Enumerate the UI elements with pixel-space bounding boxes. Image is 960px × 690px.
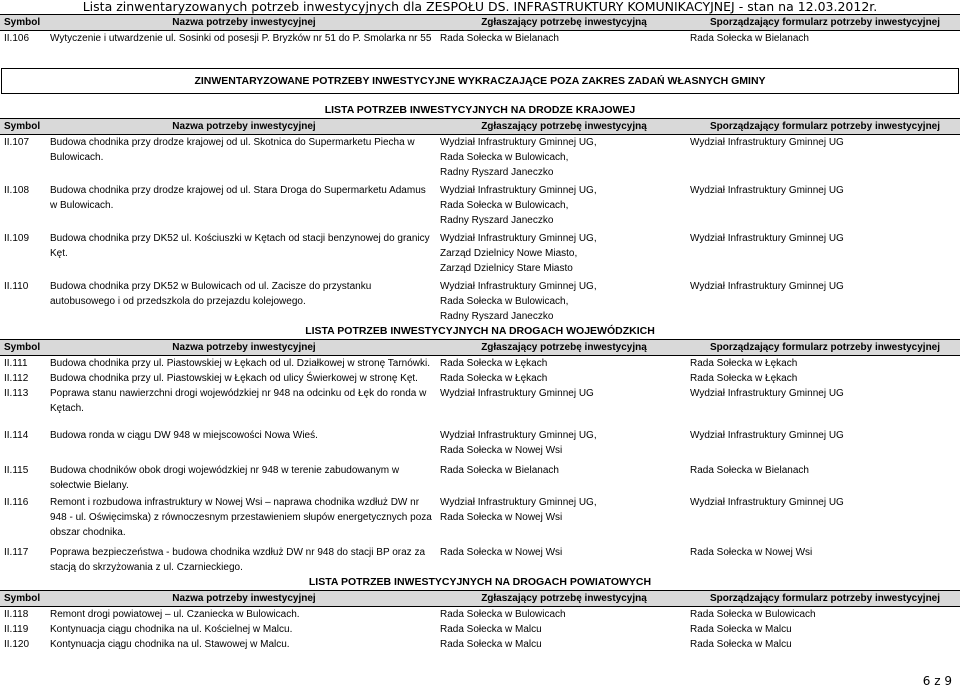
cell-reporter: Wydział Infrastruktury Gminnej UG, Rada Sołecka w Bulowicach, Radny Ryszard Janeczko	[440, 137, 597, 178]
voivodeship-road-heading: LISTA POTRZEB INWESTYCYJNYCH NA DROGACH WOJEWÓDZKICH	[305, 325, 655, 337]
cell-reporter: Wydział Infrastruktury Gminnej UG, Rada Sołecka w Nowej Wsi	[440, 430, 597, 456]
top-rows	[0, 31, 960, 46]
cell-reporter: Rada Sołecka w Bielanach	[440, 33, 559, 44]
cell-symbol: II.108	[4, 185, 30, 196]
district-rows	[0, 607, 960, 652]
national-rows	[0, 135, 960, 324]
cell-name: Poprawa stanu nawierzchni drogi wojewódzkiej nr 948 na odcinku od Łęk do ronda w Kętach.	[50, 388, 427, 414]
cell-name: Budowa chodnika przy ul. Piastowskiej w Łękach od ul. Działkowej w stronę Tarnówki.	[50, 358, 430, 369]
col-name: Nazwa potrzeby inwestycyjnej	[172, 121, 316, 132]
table-header	[0, 590, 960, 607]
table-row	[0, 637, 960, 652]
col-form-author: Sporządzający formularz potrzeby inwestycyjnej	[709, 121, 941, 132]
table-row	[0, 545, 960, 575]
page-number: 6 z 9	[922, 674, 952, 688]
cell-form-author: Wydział Infrastruktury Gminnej UG	[690, 430, 844, 441]
cell-form-author: Rada Sołecka w Malcu	[690, 639, 792, 650]
cell-reporter: Rada Sołecka w Bielanach	[440, 465, 559, 476]
col-form-author: Sporządzający formularz potrzeby inwestycyjnej	[709, 342, 941, 353]
cell-name: Budowa chodnika przy drodze krajowej od ul. Skotnica do Supermarketu Piecha w Bulowicach.	[50, 137, 415, 163]
cell-symbol: II.118	[4, 609, 29, 620]
table-row	[0, 607, 960, 622]
table-row	[0, 371, 960, 386]
national-road-heading: LISTA POTRZEB INWESTYCYJNYCH NA DRODZE KRAJOWEJ	[324, 104, 636, 116]
cell-name: Remont drogi powiatowej – ul. Czaniecka w Bulowicach.	[50, 609, 300, 620]
table-row	[0, 495, 960, 540]
table-row	[0, 31, 960, 46]
cell-name: Budowa ronda w ciągu DW 948 w miejscowości Nowa Wieś.	[50, 430, 318, 441]
page-title: Lista zinwentaryzowanych potrzeb inwestycyjnych dla ZESPOŁU DS. INFRASTRUKTURY KOMUNIKACYJNEJ - stan na 12.03.2012r.	[82, 0, 878, 14]
table-row	[0, 356, 960, 371]
col-symbol: Symbol	[4, 342, 41, 353]
cell-name: Budowa chodnika przy ul. Piastowskiej w Łękach od ulicy Świerkowej w stronę Kęt.	[50, 373, 418, 384]
voivodeship-rows	[0, 356, 960, 575]
table-row	[0, 231, 960, 276]
cell-reporter: Rada Sołecka w Łękach	[440, 373, 548, 384]
col-reporter: Zgłaszający potrzebę inwestycyjną	[481, 593, 647, 604]
col-name: Nazwa potrzeby inwestycyjnej	[172, 17, 316, 28]
cell-symbol: II.109	[4, 233, 30, 244]
cell-symbol: II.120	[4, 639, 30, 650]
col-reporter: Zgłaszający potrzebę inwestycyjną	[481, 342, 647, 353]
cell-reporter: Rada Sołecka w Malcu	[440, 639, 542, 650]
col-name: Nazwa potrzeby inwestycyjnej	[172, 342, 316, 353]
table-row	[0, 463, 960, 493]
col-symbol: Symbol	[4, 121, 41, 132]
cell-symbol: II.115	[4, 465, 29, 476]
cell-reporter: Wydział Infrastruktury Gminnej UG, Rada Sołecka w Bulowicach, Radny Ryszard Janeczko	[440, 281, 597, 322]
cell-reporter: Wydział Infrastruktury Gminnej UG, Zarząd Dzielnicy Nowe Miasto, Zarząd Dzielnicy Stare Miasto	[440, 233, 597, 274]
table-header	[0, 339, 960, 356]
col-symbol: Symbol	[4, 17, 41, 28]
cell-form-author: Rada Sołecka w Łękach	[690, 358, 798, 369]
cell-form-author: Rada Sołecka w Bulowicach	[690, 609, 816, 620]
col-reporter: Zgłaszający potrzebę inwestycyjną	[481, 121, 647, 132]
cell-symbol: II.119	[4, 624, 29, 635]
cell-form-author: Wydział Infrastruktury Gminnej UG	[690, 497, 844, 508]
cell-name: Budowa chodnika przy DK52 w Bulowicach od ul. Zacisze do przystanku autobusowego i od przedszkola do przejazdu kolejowego.	[50, 281, 372, 307]
cell-name: Budowa chodników obok drogi wojewódzkiej nr 948 w terenie zabudowanym w sołectwie Bielany.	[50, 465, 400, 491]
cell-name: Kontynuacja ciągu chodnika na ul. Stawowej w Malcu.	[50, 639, 290, 650]
cell-reporter: Wydział Infrastruktury Gminnej UG	[440, 388, 594, 399]
cell-form-author: Rada Sołecka w Nowej Wsi	[690, 547, 813, 558]
cell-name: Remont i rozbudowa infrastruktury w Nowej Wsi – naprawa chodnika wzdłuż DW nr 948 - ul. Oświęcimska) z równoczesnym przestawieniem słupów energetycznych poza obszar chodnika.	[50, 497, 432, 538]
cell-form-author: Wydział Infrastruktury Gminnej UG	[690, 233, 844, 244]
cell-reporter: Rada Sołecka w Łękach	[440, 358, 548, 369]
cell-symbol: II.106	[4, 33, 30, 44]
table-row	[0, 279, 960, 324]
table-header	[0, 118, 960, 135]
cell-name: Poprawa bezpieczeństwa - budowa chodnika wzdłuż DW nr 948 do stacji BP oraz za stacją do skrzyżowania z ul. Czarnieckiego.	[50, 547, 426, 573]
cell-reporter: Wydział Infrastruktury Gminnej UG, Rada Sołecka w Bulowicach, Radny Ryszard Janeczko	[440, 185, 597, 226]
table-row	[0, 622, 960, 637]
cell-symbol: II.111	[4, 358, 28, 369]
table-row	[0, 386, 960, 416]
table-row	[0, 183, 960, 228]
cell-reporter: Rada Sołecka w Malcu	[440, 624, 542, 635]
cell-form-author: Wydział Infrastruktury Gminnej UG	[690, 388, 844, 399]
col-reporter: Zgłaszający potrzebę inwestycyjną	[481, 17, 647, 28]
district-road-heading: LISTA POTRZEB INWESTYCYJNYCH NA DROGACH POWIATOWYCH	[308, 576, 652, 588]
cell-form-author: Wydział Infrastruktury Gminnej UG	[690, 137, 844, 148]
col-name: Nazwa potrzeby inwestycyjnej	[172, 593, 316, 604]
cell-symbol: II.117	[4, 547, 29, 558]
main-heading: ZINWENTARYZOWANE POTRZEBY INWESTYCYJNE WYKRACZAJĄCE POZA ZAKRES ZADAŃ WŁASNYCH GMINY	[1, 68, 959, 94]
table-row	[0, 135, 960, 180]
table-header	[0, 14, 960, 31]
col-form-author: Sporządzający formularz potrzeby inwestycyjnej	[709, 593, 941, 604]
cell-symbol: II.110	[4, 281, 29, 292]
table-row	[0, 428, 960, 458]
cell-form-author: Wydział Infrastruktury Gminnej UG	[690, 185, 844, 196]
cell-reporter: Rada Sołecka w Nowej Wsi	[440, 547, 563, 558]
cell-form-author: Wydział Infrastruktury Gminnej UG	[690, 281, 844, 292]
cell-form-author: Rada Sołecka w Łękach	[690, 373, 798, 384]
cell-form-author: Rada Sołecka w Bielanach	[690, 33, 809, 44]
cell-form-author: Rada Sołecka w Malcu	[690, 624, 792, 635]
cell-name: Wytyczenie i utwardzenie ul. Sosinki od posesji P. Bryzków nr 51 do P. Smolarka nr 55	[50, 33, 432, 44]
cell-form-author: Rada Sołecka w Bielanach	[690, 465, 809, 476]
cell-symbol: II.107	[4, 137, 30, 148]
cell-symbol: II.116	[4, 497, 29, 508]
cell-reporter: Rada Sołecka w Bulowicach	[440, 609, 566, 620]
col-symbol: Symbol	[4, 593, 41, 604]
cell-symbol: II.113	[4, 388, 29, 399]
cell-symbol: II.112	[4, 373, 29, 384]
cell-symbol: II.114	[4, 430, 29, 441]
col-form-author: Sporządzający formularz potrzeby inwestycyjnej	[709, 17, 941, 28]
cell-name: Kontynuacja ciągu chodnika na ul. Kościelnej w Malcu.	[50, 624, 293, 635]
cell-name: Budowa chodnika przy DK52 ul. Kościuszki w Kętach od stacji benzynowej do granicy Kęt.	[50, 233, 430, 259]
cell-reporter: Wydział Infrastruktury Gminnej UG, Rada Sołecka w Nowej Wsi	[440, 497, 597, 523]
cell-name: Budowa chodnika przy drodze krajowej od ul. Stara Droga do Supermarketu Adamus w Bulowicach.	[50, 185, 426, 211]
